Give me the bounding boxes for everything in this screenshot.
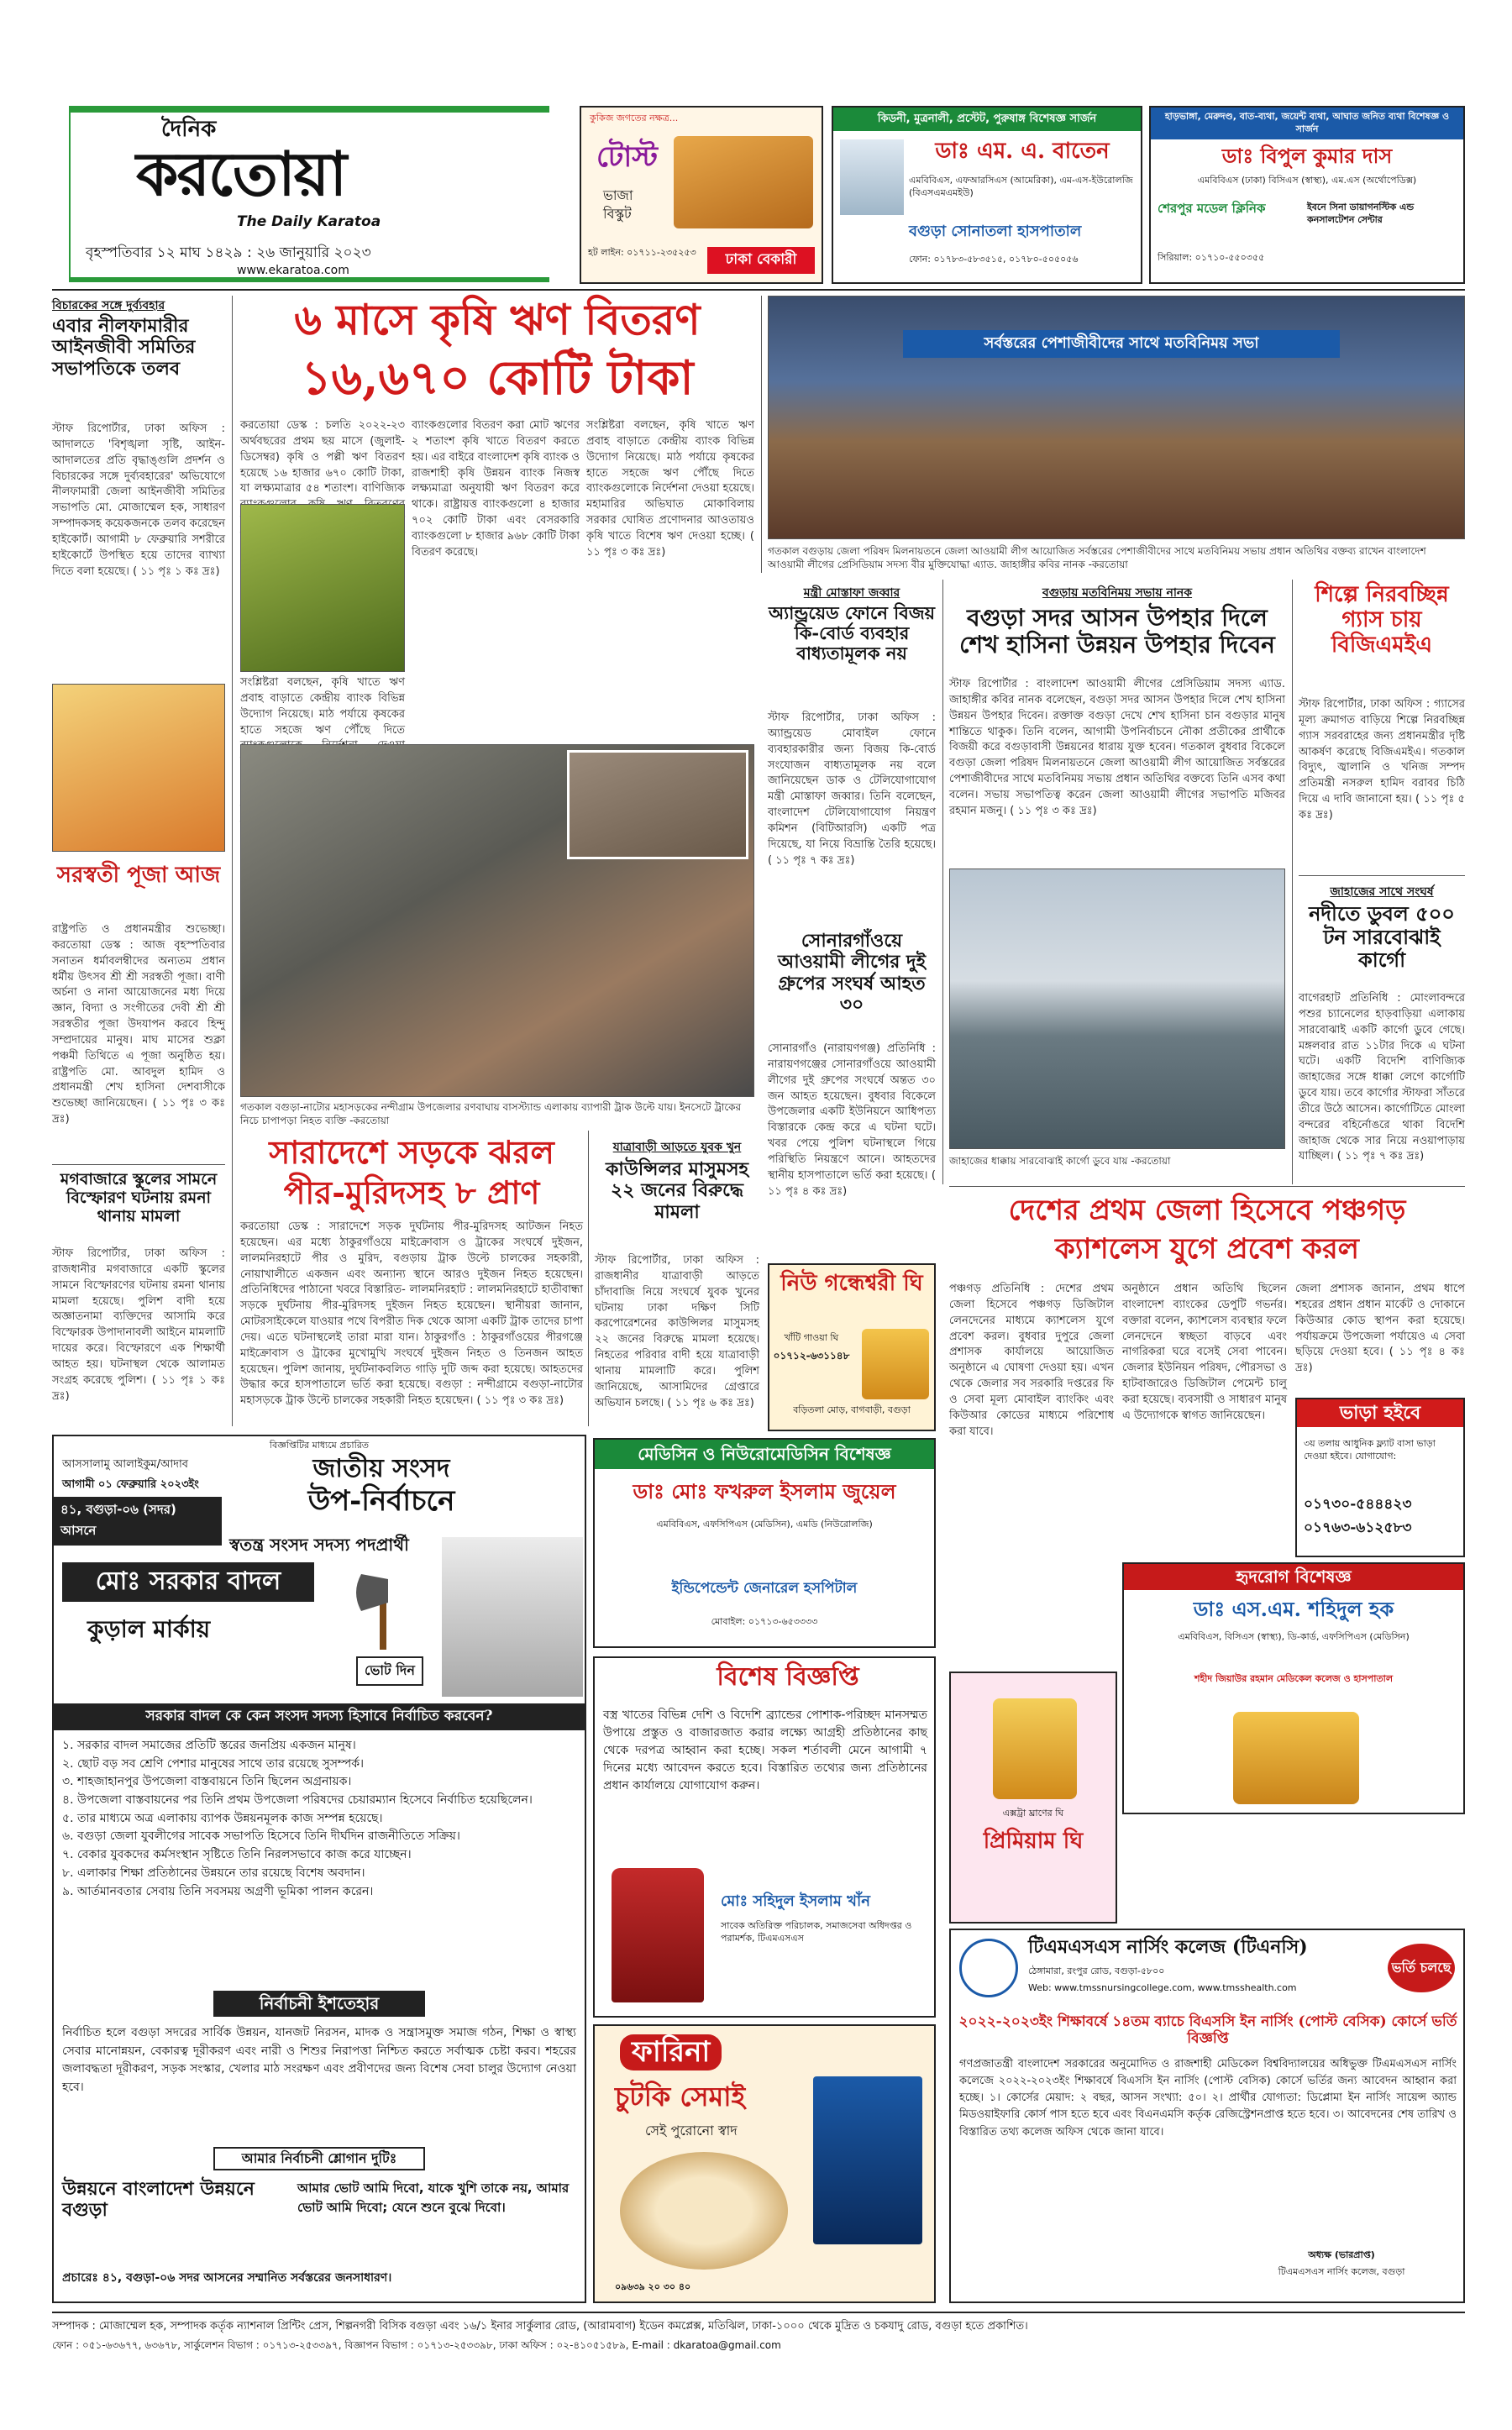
panchagarh-headline-1: দেশের প্রথম জেলা হিসেবে পঞ্চগড় [1008, 1194, 1406, 1227]
election-greeting: আসসালামু আলাইকুম/আদাব [62, 1458, 188, 1471]
shahidul-name: ডাঃ এস.এম. শহিদুল হক [1193, 1597, 1394, 1621]
logo-main: করতোয়া [136, 138, 346, 209]
vote-label: ভোট দিন [356, 1656, 423, 1686]
sonargaon-headline: সোনারগাঁওয়ে আওয়ামী লীগের দুই গ্রুপের সংঘর্ষ আহত ৩০ [777, 930, 927, 1016]
meeting-caption: গতকাল বগুড়ায় জেলা পরিষদ মিলনায়তনে জেলা আওয়ামী লীগ আয়োজিত সর্বস্তরের পেশাজীবীদের সাথে মতবিনিময় সভায় প্রধান অতিথির বক্তব্য রাখেন বাংলাদেশ আওয়ামী লীগের প্রেসিডিয়াম সদস্য বীর মুক্তিযোদ্ধা এ্যাড. জাহাঙ্গীর কবির নানক -করতোয়া [768, 545, 1426, 571]
candidate-type: স্বতন্ত্র সংসদ সদস্য পদপ্রার্থী [229, 1535, 409, 1555]
bishesh-text: বস্ত্র খাতের বিভিন্ন দেশি ও বিদেশি ব্র্যান্ডের পোশাক-পরিচ্ছদ মানসম্মত উপায়ে প্রস্তুত ও বাজারজাত করার লক্ষ্যে আগ্রহী প্রতিষ্ঠানের কাছ থেকে দরপত্র আহ্বান করা হচ্ছে। সকল শর্তাবলী মেনে আগামী ৭ দিনের মধ্যে আবেদন করতে হবে। বিস্তারিত তথ্যের জন্য প্রতিষ্ঠানের প্রধান কার্যালয়ে যোগাযোগ করুন। [603, 1708, 927, 1792]
tmss-signer: অধ্যক্ষ (ভারপ্রাপ্ত) [1308, 2249, 1375, 2260]
left-column [52, 296, 225, 1295]
bipul-phone: সিরিয়াল: ০১৭১০-৫৫০৩৫৫ [1158, 252, 1265, 263]
baten-phone: ফোন: ০১৭৮৩-৫৮৩৫১৫, ০১৭৮০-৫০৫০৫৬ [909, 254, 1079, 265]
rent-phone-2: ০১৭৬৩-৬১২৫৮৩ [1304, 1519, 1412, 1536]
ghee-title: নিউ গন্ধেশ্বরী ঘি [780, 1271, 923, 1296]
nanak-text: স্টাফ রিপোর্টার : বাংলাদেশ আওয়ামী লীগের প্রেসিডিয়াম সদস্য এ্যাড. জাহাঙ্গীর কবির নানক বলেছেন, বগুড়া সদর আসন উপহার দিলে শেখ হাসিনা উন্নয়ন উপহার দিবেন। রক্তাক্ত বগুড়া দেখে শেখ হাসিনা চান বগুড়ার মানুষ শান্তিতে থাকুক। তিনি বলেন, আগামী উপনির্বাচনে নৌকা প্রতীকের প্রার্থীকে বিজয়ী করে বগুড়াবাসী উন্নয়নের ধারায় যুক্ত হবেন। গতকাল বুধবার বিকেলে বগুড়া জেলা পরিষদ মিলনায়তনে জেলা আওয়ামী লীগ আয়োজিত সর্বস্তরের পেশাজীবীদের সাথে মতবিনিময় সভায় প্রধান অতিথির বক্তব্যে তিনি এসব কথা বলেন। সভায় সভাপতিত্ব করেন জেলা আওয়ামী লীগের সভাপতি মজিবর রহমান মজনু। ( ১১ পৃঃ ৩ কঃ দ্রঃ) [949, 678, 1285, 817]
bishesh-ad [593, 1656, 936, 2018]
lead-text-2: ব্যাংকগুলোর বিতরণ করা মোট ঋণের ২ শতাংশ কৃষি খাতে বিতরণ করতে হয়। এর বাইরে বাংলাদেশ কৃষি ব্যাংক ও রাজশাহী কৃষি উন্নয়ন ব্যাংক নিজস্ব লক্ষ্যমাত্রা অনুযায়ী ঋণ বিতরণ করে থাকে। রাষ্ট্রায়ত্ত ব্যাংকগুলো ৪ হাজার ৭০২ কোটি টাকা এবং বেসরকারি ব্যাংকগুলো ৮ হাজার ৯৬৮ কোটি টাকা বিতরণ করেছে। [412, 419, 580, 559]
tmss-address: ঠেঙ্গামারা, রংপুর রোড, বগুড়া-৫৮০০ [1028, 1966, 1165, 1976]
website-link[interactable]: www.ekaratoa.com [237, 264, 349, 277]
election-point: ৯. আর্তমানবতার সেবায় তিনি সবসময় অগ্রণী ভূমিকা পালন করেন। [62, 1884, 374, 1898]
nanak-headline: বগুড়া সদর আসন উপহার দিলে শেখ হাসিনা উন্নয়ন উপহার দিবেন [959, 604, 1275, 659]
logo-english: The Daily Karatoa [237, 213, 381, 230]
ghee-phone: ০১৭১২-৬৩১১৪৮ [773, 1350, 850, 1362]
election-top-note: বিজ্ঞপ্তিটির মাধ্যমে প্রচারিত [269, 1440, 370, 1451]
farina-product: চুটকি সেমাই [615, 2081, 746, 2112]
lead-text-1: করতোয়া ডেস্ক : চলতি ২০২২-২৩ অর্থবছরের প্রথম ছয় মাসে (জুলাই-ডিসেম্বর) কৃষি ও পল্লী ঋণ বিতরণ হয়েছে ১৬ হাজার ৬৭০ কোটি টাকা, যা লক্ষ্যমাত্রার ৫৪ শতাংশ। বাণিজ্যিক [240, 419, 405, 496]
baten-ad [832, 106, 1142, 284]
lead-text-1b: সংশ্লিষ্টরা বলছেন, কৃষি খাতে ঋণ প্রবাহ বাড়াতে কেন্দ্রীয় ব্যাংক বিভিন্ন উদ্যোগ নিয়েছে। মাঠ পর্যায়ে কৃষকের হাতে সহজে ঋণ পৌঁছে দিতে [240, 676, 405, 737]
premium-ad [949, 1672, 1117, 1924]
farmer-image [240, 504, 405, 672]
baten-clinic: বগুড়া সোনাতলা হাসপাতাল [909, 223, 1082, 240]
col-rule-4 [1292, 580, 1293, 1184]
shahidul-hospital: শহীদ জিয়াউর রহমান মেডিকেল কলেজ ও হাসপাতাল [1194, 1673, 1394, 1684]
footer-imprint: সম্পাদক : মোজাম্মেল হক, সম্পাদক কর্তৃক ন্যাশনাল প্রিন্টিং প্রেস, শিল্পনগরী বিসিক বগুড়া এবং ১৬/১ ইনার সার্কুলার রোড, (আরামবাগ) ইডেন কমপ্লেক্স, মতিঝিল, ঢাকা-১০০০ থেকে মুদ্রিত ও চকযাদু রোড, বগুড়া হতে প্রকাশিত। [52, 2320, 1028, 2333]
rent-ad [1295, 1398, 1465, 1557]
mostafa-kicker: মন্ত্রী মোস্তাফা জব্বার [803, 586, 900, 600]
accident-inset [567, 750, 748, 859]
school-text: স্টাফ রিপোর্টার, ঢাকা অফিস : রাজধানীর মগবাজারে একটি স্কুলের সামনে বিস্ফোরণের ঘটনায় রমনা থানায় মামলা হয়েছে। পুলিশ বাদী হয়ে অজ্ঞাতনামা ব্যক্তিদের আসামি করে বিস্ফোরক উপাদানাবলী আইনে মামলাটি দায়ের করে। বিস্ফোরণে এক শিক্ষার্থী আহত হয়। ঘটনাস্থল থেকে আলামত সংগ্রহ করেছে পুলিশ। ( ১১ পৃঃ ১ কঃ দ্রঃ) [52, 1247, 225, 1403]
lead-headline-1: ৬ মাসে কৃষি ঋণ বিতরণ [294, 295, 701, 344]
mid-rule [949, 1186, 1465, 1187]
bishesh-signer-title: সাবেক অতিরিক্ত পরিচালক, সমাজসেবা অধিদপ্তর ও পরামর্শক, টিএমএসএস [721, 1920, 912, 1944]
gas-text: স্টাফ রিপোর্টার, ঢাকা অফিস : গ্যাসের মূল্য ক্রমাগত বাড়িয়ে শিল্পে নিরবচ্ছিন্ন গ্যাস সরবরাহের জন্য প্রধানমন্ত্রীর দৃষ্টি আকর্ষণ করেছে বিজিএমইএ। গতকাল বিদ্যুৎ, জ্বালানি ও খনিজ সম্পদ প্রতিমন্ত্রী নসরুল হামিদ বরাবর চিঠি দিয়ে এ দাবি জানানো হয়। ( ১১ পৃঃ ৫ কঃ দ্রঃ) [1299, 698, 1465, 821]
panchagarh-text-1: পঞ্চগড় প্রতিনিধি : দেশের প্রথম জেলা হিসেবে পঞ্চগড় ডিজিটাল লেনদেনের মাধ্যমে ক্যাশলেস যুগে প্রবেশ করল। বুধবার দুপুরে জেলা প্রশাসক কার্যালয়ে আয়োজিত অনুষ্ঠানে এ ঘোষণা দেওয়া হয়। এখন থেকে জেলার সব সরকারি দপ্তরের ফি ও সেবা মূল্য মোবাইল ব্যাংকিং এবং কিউআর কোডের মাধ্যমে পরিশোধ করা যাবে। [949, 1283, 1114, 1438]
bipul-clinic: শেরপুর মডেল ক্লিনিক [1158, 201, 1266, 216]
tmss-admission-badge: ভর্তি চলছে [1388, 1944, 1455, 1992]
farina-brand: ফারিনা [620, 2034, 722, 2070]
accident-headline-2: পীর-মুরিদসহ ৮ প্রাণ [283, 1173, 540, 1211]
bipul-name: ডাঃ বিপুল কুমার দাস [1221, 144, 1393, 168]
premium-title: প্রিমিয়াম ঘি [983, 1829, 1084, 1854]
accident-text: করতোয়া ডেস্ক : সারাদেশে সড়ক দুর্ঘটনায় পীর-মুরিদসহ আটজন নিহত হয়েছেন। এর মধ্যে ঠাকুরগাঁওয়ে মাইক্রোবাস ও ট্রাকের সংঘর্ষে দুইজন, লালমনিরহাটে পীর ও মুরিদ, বগুড়ায় ট্রাক উল্টে চালকের সহকারী, নোয়াখালীতে একজন এবং অন্যান্য স্থানে আরও দুইজন নিহত হয়েছেন। প্রতিনিধিদের পাঠানো খবরে বিস্তারিত- লালমনিরহাট : লালমনিরহাটে হাতীবান্ধা সড়কে দুর্ঘটনায় পীর-মুরিদসহ দুইজন নিহত হয়েছেন। স্থানীয়রা জানান, মোটরসাইকেলে যাওয়ার পথে বিপরীত দিক থেকে আসা একটি ট্রাক তাদের চাপা দেয়। এতে ঘটনাস্থলেই তারা মারা যান। ঠাকুরগাঁও : ঠাকুরগাঁওয়ের পীরগঞ্জে মাইক্রোবাস ও ট্রাকের মুখোমুখি সংঘর্ষে দুইজন নিহত ও তিনজন আহত হয়েছেন। পুলিশ জানায়, দুর্ঘটনাকবলিত গাড়ি দুটি জব্দ করা হয়েছে। আহতদের উদ্ধার করে হাসপাতালে ভর্তি করা হয়েছে। বগুড়া : নন্দীগ্রামে বগুড়া-নাটোর মহাসড়কে ট্রাক উল্টে চালকের সহকারী নিহত হয়েছেন। ( ১১ পৃঃ ৩ কঃ দ্রঃ) [240, 1220, 583, 1408]
footer-contact: ফোন : ০৫১-৬৩৬৭৭, ৬৩৬৭৮, সার্কুলেশন বিভাগ : ০১৭১৩-২৫৩৩৯৭, বিজ্ঞাপন বিভাগ : ০১৭১৩-২৫৩৩৯৮, ঢাকা অফিস : ০২-৪১০৫১৫৮৯, E-mail : dkaratoa@gmail.com [52, 2339, 781, 2351]
election-point: ৭. বেকার যুবকদের কর্মসংস্থান সৃষ্টিতে তিনি নিরলসভাবে কাজ করে যাচ্ছেন। [62, 1848, 412, 1862]
tmss-signer-2: টিএমএসএস নার্সিং কলেজ, বগুড়া [1278, 2266, 1405, 2277]
bishesh-jacket-image [612, 1868, 704, 2002]
bishesh-signer: মোঃ সহিদুল ইসলাম খাঁন [721, 1892, 870, 1910]
col-rule-3 [942, 580, 943, 1184]
rent-phone-1: ০১৭৩০-৫৪৪৪২৩ [1304, 1496, 1412, 1513]
farina-tag: সেই পুরোনো স্বাদ [645, 2123, 738, 2139]
councillor-headline: কাউন্সিলর মাসুমসহ ২২ জনের বিরুদ্ধে মামলা [605, 1158, 749, 1223]
footer-rule [52, 2312, 1465, 2313]
nilphamari-headline: এবার নীলফামারীর আইনজীবী সমিতির সভাপতিকে তলব [52, 315, 196, 380]
slogan-title: আমার নির্বাচনী শ্লোগান দুটিঃ [213, 2147, 425, 2170]
nilphamari-text: স্টাফ রিপোর্টার, ঢাকা অফিস : আদালতে 'বিশৃঙ্খলা সৃষ্টি, আইন-আদালতের প্রতি বৃদ্ধাঙ্গুলি প্রদর্শন ও বিচারকের সঙ্গে দুর্ব্যবহারের' অভিযোগে নীলফামারী জেলা আইনজীবী সমিতির সভাপতি মো. মোজাম্মেল হক, সাধারণ সম্পাদকসহ কয়েকজনকে তলব করেছেন হাইকোর্ট। আগামী ৮ ফেব্রুয়ারি সশরীরে হাইকোর্টে উপস্থিত হয়ে তাদের ব্যাখ্যা দিতে বলা হয়েছে। ( ১১ পৃঃ ১ কঃ দ্রঃ) [52, 422, 225, 578]
tmss-web: Web: www.tmssnursingcollege.com, www.tmsshealth.com [1028, 1982, 1297, 1993]
section-label [52, 106, 71, 282]
premium-subtitle: এক্সট্রা ঘ্রাণের ঘি [1002, 1808, 1064, 1819]
councillor-text: স্টাফ রিপোর্টার, ঢাকা অফিস : রাজধানীর যাত্রাবাড়ী আড়তে চাঁদাবাজি নিয়ে সংঘর্ষে যুবক খুনের ঘটনায় ঢাকা দক্ষিণ সিটি করপোরেশনের কাউন্সিলর মাসুমসহ ২২ জনের বিরুদ্ধে মামলা হয়েছে। নিহতের পরিবার বাদী হয়ে যাত্রাবাড়ী থানায় মামলাটি করে। পুলিশ জানিয়েছে, আসামিদের গ্রেপ্তারে অভিযান চলছে। ( ১১ পৃঃ ৬ কঃ দ্রঃ) [595, 1254, 759, 1409]
jewel-banner: মেডিসিন ও নিউরোমেডিসিন বিশেষজ্ঞ [595, 1440, 934, 1469]
shahidul-banner: হৃদরোগ বিশেষজ্ঞ [1124, 1564, 1463, 1590]
left-divider [52, 1164, 225, 1165]
accident-caption: গতকাল বগুড়া-নাটোর মহাসড়কের নন্দীগ্রাম উপজেলার রণবাঘায় বাসস্ট্যান্ড এলাকায় ব্যাপারী ট্রাক উল্টে যায়। ইনসেটে ট্রাকের নিচে চাপাপড়া নিহত ব্যক্তি -করতোয়া [240, 1101, 742, 1127]
biscuit-maker: ঢাকা বেকারী [707, 247, 815, 274]
nanak-kicker: বগুড়ায় মতবিনিময় সভায় নানক [1042, 586, 1193, 600]
ship-kicker: জাহাজের সাথে সংঘর্ষ [1330, 885, 1434, 899]
baten-name: ডাঃ এম. এ. বাতেন [935, 139, 1110, 164]
ghee-jar [862, 1329, 929, 1399]
election-point: ২. ছোট বড় সব শ্রেণি পেশার মানুষের সাথে তার রয়েছে সুসম্পর্ক। [62, 1756, 364, 1771]
logo-top: দৈনিক [161, 117, 217, 142]
premium-jar [993, 1698, 1077, 1799]
election-question: সরকার বাদল কে কেন সংসদ সদস্য হিসাবে নির্বাচিত করবেন? [54, 1703, 585, 1730]
slogan-1: উন্নয়নে বাংলাদেশ উন্নয়নে বগুড়া [62, 2178, 255, 2222]
green-rule-bottom [71, 277, 549, 282]
ship-headline: নদীতে ডুবল ৫০০ টন সারবোঝাই কার্গো [1309, 901, 1455, 973]
manifesto-text: নির্বাচিত হলে বগুড়া সদরের সার্বিক উন্নয়ন, যানজট নিরসন, মাদক ও সন্ত্রাসমুক্ত সমাজ গঠন, শিক্ষা ও স্বাস্থ্য সেবার মানোন্নয়ন, বেকারত্ব দূরীকরণ এবং নারী ও শিশুর নিরাপত্তা নিশ্চিত করতে সর্বাত্মক চেষ্টা করব। শহরের জলাবদ্ধতা দূরীকরণ, সড়ক সংস্কার, খেলার মাঠ সংরক্ষণ এবং প্রবীণদের জন্য বিশেষ সেবা চালুর উদ্যোগ নেওয়া হবে। [62, 2026, 576, 2095]
ship-text: বাগেরহাট প্রতিনিধি : মোংলাবন্দরে পশুর চ্যানেলের হাড়বাড়িয়া এলাকায় সারবোঝাই একটি কার্গো ডুবে গেছে। মঙ্গলবার রাত ১১টার দিকে এ ঘটনা ঘটে। একটি বিদেশি বাণিজ্যিক জাহাজের সঙ্গে ধাক্কা লেগে কার্গোটি ডুবে যায়। তবে কার্গোর স্টাফরা সাঁতরে তীরে উঠে আসেন। কার্গোটিতে মোংলা বন্দরের বহির্নোঙরে থাকা বিদেশি জাহাজ থেকে সার নিয়ে নওয়াপাড়ায় যাচ্ছিল। ( ১১ পৃঃ ৭ কঃ দ্রঃ) [1299, 992, 1465, 1163]
bipul-banner: হাড়ভাঙ্গা, মেরুদণ্ড, বাত-ব্যথা, জয়েন্ট ব্যথা, আঘাত জনিত ব্যথা বিশেষজ্ঞ ও সার্জন [1151, 108, 1463, 139]
mostafa-headline: অ্যান্ড্রয়েড ফোনে বিজয় কি-বোর্ড ব্যবহার বাধ্যতামূলক নয় [768, 602, 936, 664]
ghee-address: বড়িতলা মোড়, বাগবাড়ী, বগুড়া [793, 1404, 911, 1415]
biscuit-hotline: হট লাইন: ০১৭১১-২৩৫২৫৩ [588, 247, 696, 258]
sonargaon-text: সোনারগাঁও (নারায়ণগঞ্জ) প্রতিনিধি : নারায়ণগঞ্জের সোনারগাঁওয়ে আওয়ামী লীগের দুই গ্রুপের সংঘর্ষে অন্তত ৩০ জন আহত হয়েছেন। বুধবার বিকেলে উপজেলার একটি ইউনিয়নে আধিপত্য বিস্তারকে কেন্দ্র করে এ ঘটনা ঘটে। খবর পেয়ে পুলিশ ঘটনাস্থলে গিয়ে পরিস্থিতি নিয়ন্ত্রণে আনে। আহতদের স্থানীয় হাসপাতালে ভর্তি করা হয়েছে। ( ১১ পৃঃ ৪ কঃ দ্রঃ) [768, 1042, 936, 1198]
farina-ad [593, 2024, 936, 2303]
col-rule-5 [588, 1131, 589, 1426]
bipul-creds: এমবিবিএস (ঢাকা) বিসিএস (স্বাস্থ্য), এম.এস (অর্থোপেডিক্স) [1197, 175, 1417, 186]
col-rule-2 [761, 296, 762, 573]
accident-headline-1: সারাদেশে সড়কে ঝরল [269, 1133, 554, 1171]
accident-photo [240, 744, 754, 1097]
election-point: ১. সরকার বাদল সমাজের প্রতিটি স্তরের জনপ্রিয় একজন মানুষ। [62, 1739, 356, 1752]
biscuit-brand: টোস্ট [596, 140, 659, 174]
biscuit-sub1: ভাজা [603, 187, 633, 203]
election-point: ৮. এলাকার শিক্ষা প্রতিষ্ঠানের উন্নয়নে তার রয়েছে বিশেষ অবদান। [62, 1866, 365, 1880]
candidate-symbol: কুড়াল মার্কায় [87, 1615, 211, 1643]
tmss-logo [959, 1939, 1018, 1997]
lead-text-3: সংশ্লিষ্টরা বলছেন, কৃষি খাতে ঋণ প্রবাহ বাড়াতে কেন্দ্রীয় ব্যাংক বিভিন্ন উদ্যোগ নিয়েছে। মাঠ পর্যায়ে কৃষকের হাতে সহজে ঋণ পৌঁছে দিতে ব্যাংকগুলোকে নির্দেশনা দেওয়া হয়েছে। মহামারির অভিঘাত মোকাবিলায় সরকার ঘোষিত প্রণোদনার আওতায়ও কৃষি খাতে বিশেষ ঋণ দেওয়া হচ্ছে। ( ১১ পৃঃ ৩ কঃ দ্রঃ) [586, 419, 754, 559]
panchagarh-text-2: অনুষ্ঠানে প্রধান অতিথি ছিলেন বাংলাদেশ ব্যাংকের ডেপুটি গভর্নর। বক্তারা বলেন, ক্যাশলেস ব্যবস্থার ফলে লেনদেনে স্বচ্ছতা বাড়বে এবং নাগরিকরা ঘরে বসেই সেবা পাবেন। জেলার ইউনিয়ন পরিষদ, পৌরসভা ও হাটবাজারেও ডিজিটাল পেমেন্ট চালু করা হয়েছে। ব্যবসায়ী ও সাধারণ মানুষ এ উদ্যোগকে স্বাগত জানিয়েছেন। [1122, 1283, 1287, 1422]
date-line: বৃহস্পতিবার ১২ মাঘ ১৪২৯ : ২৬ জানুয়ারি ২০২৩ [86, 244, 371, 261]
tmss-title: টিএমএসএস নার্সিং কলেজ (টিএনসি) [1028, 1936, 1308, 1958]
candidate-photo [442, 1537, 583, 1697]
jewel-creds: এমবিবিএস, এফসিপিএস (মেডিসিন), এমডি (নিউরোলজি) [656, 1519, 873, 1530]
election-points [62, 1737, 576, 1901]
school-headline: মগবাজারে স্কুলের সামনে বিস্ফোরণ ঘটনায় রমনা থানায় মামলা [60, 1170, 218, 1225]
saraswati-text: রাষ্ট্রপতি ও প্রধানমন্ত্রীর শুভেচ্ছা। করতোয়া ডেস্ক : আজ বৃহস্পতিবার সনাতন ধর্মাবলম্বীদের অন্যতম প্রধান ধর্মীয় উৎসব শ্রী শ্রী সরস্বতী পূজা। বাণী অর্চনা ও নানা আয়োজনের মধ্য দিয়ে জ্ঞান, বিদ্যা ও সংগীতের দেবী শ্রী শ্রী সরস্বতীর পূজা উদযাপন করবে হিন্দু সম্প্রদায়ের মানুষ। মাঘ মাসের শুক্লা পঞ্চমী তিথিতে এ পূজা অনুষ্ঠিত হয়। রাষ্ট্রপতি মো. আবদুল হামিদ ও প্রধানমন্ত্রী শেখ হাসিনা দেশবাসীকে শুভেচ্ছা জানিয়েছেন। ( ১১ পৃঃ ৩ কঃ দ্রঃ) [52, 923, 225, 1126]
election-footer: প্রচারেঃ ৪১, বগুড়া-০৬ সদর আসনের সম্মানিত সর্বস্তরের জনসাধারণ। [62, 2271, 392, 2285]
ship-caption: জাহাজের ধাক্কায় সারবোঝাই কার্গো ডুবে যায় -করতোয়া [949, 1155, 1171, 1167]
election-point: ৫. তার মাধ্যমে অত্র এলাকায় ব্যাপক উন্নয়নমূলক কাজ সম্পন্ন হয়েছে। [62, 1811, 383, 1825]
ship-photo [949, 869, 1285, 1149]
panchagarh-headline-2: ক্যাশলেস যুগে প্রবেশ করল [1054, 1232, 1360, 1266]
saraswati-headline: সরস্বতী পূজা আজ [56, 863, 221, 888]
bipul-ad [1149, 106, 1465, 284]
shahidul-product-image [1233, 1712, 1359, 1804]
gas-headline: শিল্পে নিরবচ্ছিন্ন গ্যাস চায় বিজিএমইএ [1315, 582, 1449, 658]
tmss-ad [949, 1929, 1465, 2303]
green-rule [71, 106, 549, 113]
baten-photo [840, 139, 904, 215]
election-point: ৩. শাহজাহানপুর উপজেলা বাস্তবায়নে তিনি ছিলেন অগ্রনায়ক। [62, 1775, 352, 1789]
farina-phone: ০৯৬৩৯ ২০ ৩০ ৪০ [615, 2281, 691, 2292]
meeting-banner: সর্বস্তরের পেশাজীবীদের সাথে মতবিনিময় সভা [903, 330, 1340, 358]
election-date: আগামী ০১ ফেব্রুয়ারি ২০২৩ইং [62, 1478, 199, 1491]
panchagarh-text-3: জেলা প্রশাসক জানান, প্রথম ধাপে শহরের প্রধান প্রধান মার্কেট ও দোকানে কিউআর কোড স্থাপন করা হয়েছে। পর্যায়ক্রমে উপজেলা পর্যায়েও এ সেবা ছড়িয়ে দেওয়া হবে। ( ১১ পৃঃ ৪ কঃ দ্রঃ) [1295, 1283, 1465, 1375]
election-constituency: ৪১, বগুড়া-০৬ (সদর) আসনে [54, 1497, 222, 1546]
shahidul-ad [1122, 1562, 1465, 1814]
biscuit-image [674, 136, 813, 228]
bishesh-title: বিশেষ বিজ্ঞপ্তি [717, 1662, 859, 1692]
farina-bowl [620, 2152, 788, 2270]
jewel-hospital: ইন্ডিপেন্ডেন্ট জেনারেল হসপিটাল [671, 1580, 858, 1597]
farina-pack [813, 2076, 922, 2244]
ghee-ad [768, 1263, 936, 1431]
jewel-phone: মোবাইল: ০১৭১৩-৬৫৩৩৩৩ [711, 1616, 818, 1627]
axe-icon [336, 1562, 428, 1655]
slogan-2: আমার ভোট আমি দিবো, যাকে খুশি তাকে নয়, আমার ভোট আমি দিবো; যেনে শুনে বুঝে দিবো। [297, 2181, 570, 2215]
shahidul-creds: এমবিবিএস, বিসিএস (স্বাস্থ্য), ডি-কার্ড, এফসিপিএস (মেডিসিন) [1178, 1631, 1410, 1642]
election-point: ৬. বগুড়া জেলা যুবলীগের সাবেক সভাপতি হিসেবে তিনি দীর্ঘদিন রাজনীতিতে সক্রিয়। [62, 1829, 460, 1844]
tmss-text: গণপ্রজাতন্ত্রী বাংলাদেশ সরকারের অনুমোদিত ও রাজশাহী মেডিকেল বিশ্ববিদ্যালয়ের অধিভুক্ত টিএমএসএস নার্সিং কলেজে ২০২২-২০২৩ইং শিক্ষাবর্ষে বিএসসি ইন নার্সিং (পোস্ট বেসিক) কোর্সে ভর্তির জন্য আবেদন আহ্বান করা হচ্ছে। ১। কোর্সের মেয়াদ: ২ বছর, আসন সংখ্যা: ৫০। ২। প্রার্থীর যোগ্যতা: ডিপ্লোমা ইন নার্সিং সায়েন্স অ্যান্ড মিডওয়াইফারি কোর্স পাস হতে হবে এবং বিএনএমসি কর্তৃক রেজিস্ট্রেশনপ্রাপ্ত হতে হবে। ৩। আবেদনের শেষ তারিখ ও বিস্তারিত তথ্য কলেজ অফিস থেকে জানা যাবে। [959, 2058, 1457, 2139]
col-rule-1 [232, 296, 233, 1426]
baten-banner: কিডনী, মুত্রনালী, প্রস্টেট, পুরুষাঙ্গ বিশেষজ্ঞ সার্জন [833, 108, 1141, 131]
nilphamari-kicker: বিচারকের সঙ্গে দুর্ব্যবহার [52, 299, 165, 312]
ghee-subtitle: খাঁটি গাওয়া ঘি [784, 1332, 839, 1343]
manifesto-title: নির্বাচনী ইশতেহার [213, 1991, 425, 2017]
bipul-clinic2: ইবনে সিনা ডায়াগনস্টিক এন্ড কনসালটেশন সেন্টার [1307, 202, 1415, 225]
candidate-name: মোঃ সরকার বাদল [62, 1562, 314, 1602]
lead-headline-2: ১৬,৬৭০ কোটি টাকা [301, 350, 694, 406]
election-ad [52, 1435, 586, 2303]
election-title-1: জাতীয় সংসদ [312, 1454, 450, 1483]
top-rule [52, 289, 1465, 291]
meeting-photo [768, 296, 1465, 539]
councillor-kicker: যাত্রাবাড়ী আড়তে যুবক খুন [612, 1141, 742, 1154]
election-title-2: উপ-নির্বাচনে [307, 1484, 455, 1518]
mostafa-text: স্টাফ রিপোর্টার, ঢাকা অফিস : অ্যান্ড্রয়েড মোবাইল ফোনে ব্যবহারকারীর জন্য বিজয় কি-বোর্ড সংযোজন বাধ্যতামূলক নয় বলে জানিয়েছেন ডাক ও টেলিযোগাযোগ মন্ত্রী মোস্তাফা জব্বার। তিনি বলেছেন, বাংলাদেশ টেলিযোগাযোগ নিয়ন্ত্রণ কমিশন (বিটিআরসি) একটি পত্র দিয়েছে, যা নিয়ে বিভ্রান্তি তৈরি হয়েছে। ( ১১ পৃঃ ৭ কঃ দ্রঃ) [768, 711, 936, 867]
rent-text: ৩য় তলায় আধুনিক ফ্ল্যাট বাসা ভাড়া দেওয়া হইবে। যোগাযোগ: [1304, 1438, 1436, 1462]
biscuit-sub2: বিস্কুট [603, 206, 632, 222]
tmss-headline: ২০২২-২০২৩ইং শিক্ষাবর্ষে ১৪তম ব্যাচে বিএসসি ইন নার্সিং (পোস্ট বেসিক) কোর্সে ভর্তি বিজ্ঞপ্তি [958, 2013, 1457, 2047]
baten-creds: এমবিবিএস, এফআরসিএস (আমেরিকা), এম-এস-ইউরোলজি (বিএসএমএমইউ) [909, 175, 1133, 198]
gas-divider [1299, 875, 1465, 876]
saraswati-image [52, 684, 225, 852]
jewel-name: ডাঃ মোঃ ফখরুল ইসলাম জুয়েল [633, 1479, 896, 1504]
masthead [52, 106, 556, 282]
biscuit-tagline: কুকিজ জগতের নক্ষত্র... [590, 113, 679, 123]
biscuit-ad [580, 106, 823, 284]
jewel-ad [593, 1438, 936, 1648]
election-point: ৪. উপজেলা বাস্তবায়নের পর তিনি প্রথম উপজেলা পরিষদের চেয়ারম্যান হিসেবে নির্বাচিত হয়েছিলেন। [62, 1793, 533, 1808]
rent-title: ভাড়া হইবে [1297, 1399, 1463, 1427]
